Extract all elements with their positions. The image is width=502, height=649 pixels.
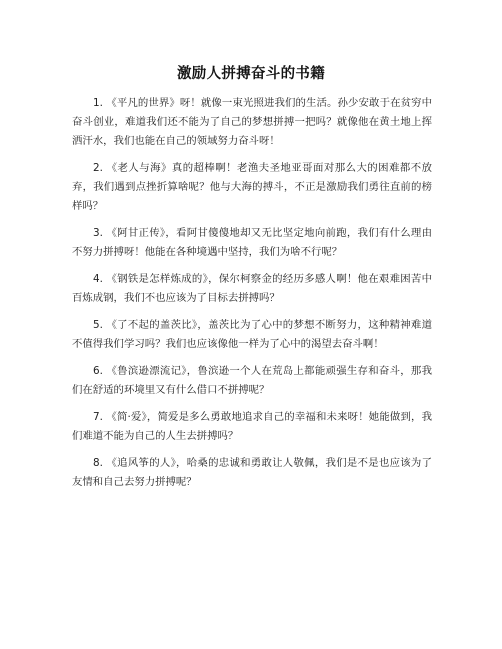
paragraph-6: 6. 《鲁滨逊漂流记》，鲁滨逊一个人在荒岛上都能顽强生存和奋斗，那我们在舒适的环境里又有什么借口不拼搏呢？: [72, 365, 432, 396]
paragraph-2: 2. 《老人与海》真的超棒啊！老渔夫圣地亚哥面对那么大的困难都不放弃，我们遇到点挫折算啥呢？他与大海的搏斗，不正是激励我们勇往直前的榜样吗？: [72, 162, 432, 212]
paragraph-4: 4. 《钢铁是怎样炼成的》，保尔柯察金的经历多感人啊！他在艰难困苦中百炼成钢，我们不也应该为了目标去拼搏吗？: [72, 273, 432, 304]
paragraph-5: 5. 《了不起的盖茨比》，盖茨比为了心中的梦想不断努力，这种精神难道不值得我们学习吗？我们也应该像他一样为了心中的渴望去奋斗啊！: [72, 319, 432, 350]
paragraph-1: 1. 《平凡的世界》呀！就像一束光照进我们的生活。孙少安敢于在贫穷中奋斗创业，难道我们还不能为了自己的梦想拼搏一把吗？就像他在黄土地上挥洒汗水，我们也能在自己的领域努力奋斗呀！: [72, 97, 432, 147]
paragraph-7: 7. 《简·爱》，简爱是多么勇敢地追求自己的幸福和未来呀！她能做到，我们难道不能为自己的人生去拼搏吗？: [72, 411, 432, 442]
paragraph-8: 8. 《追风筝的人》，哈桑的忠诚和勇敢让人敬佩，我们是不是也应该为了友情和自己去努力拼搏呢？: [72, 457, 432, 488]
document-body: [72, 94, 432, 500]
document-title: 激励人拼搏奋斗的书籍: [177, 66, 325, 82]
paragraph-3: 3. 《阿甘正传》，看阿甘傻傻地却又无比坚定地向前跑，我们有什么理由不努力拼搏呀！他能在各种境遇中坚持，我们为啥不行呢？: [72, 227, 432, 258]
